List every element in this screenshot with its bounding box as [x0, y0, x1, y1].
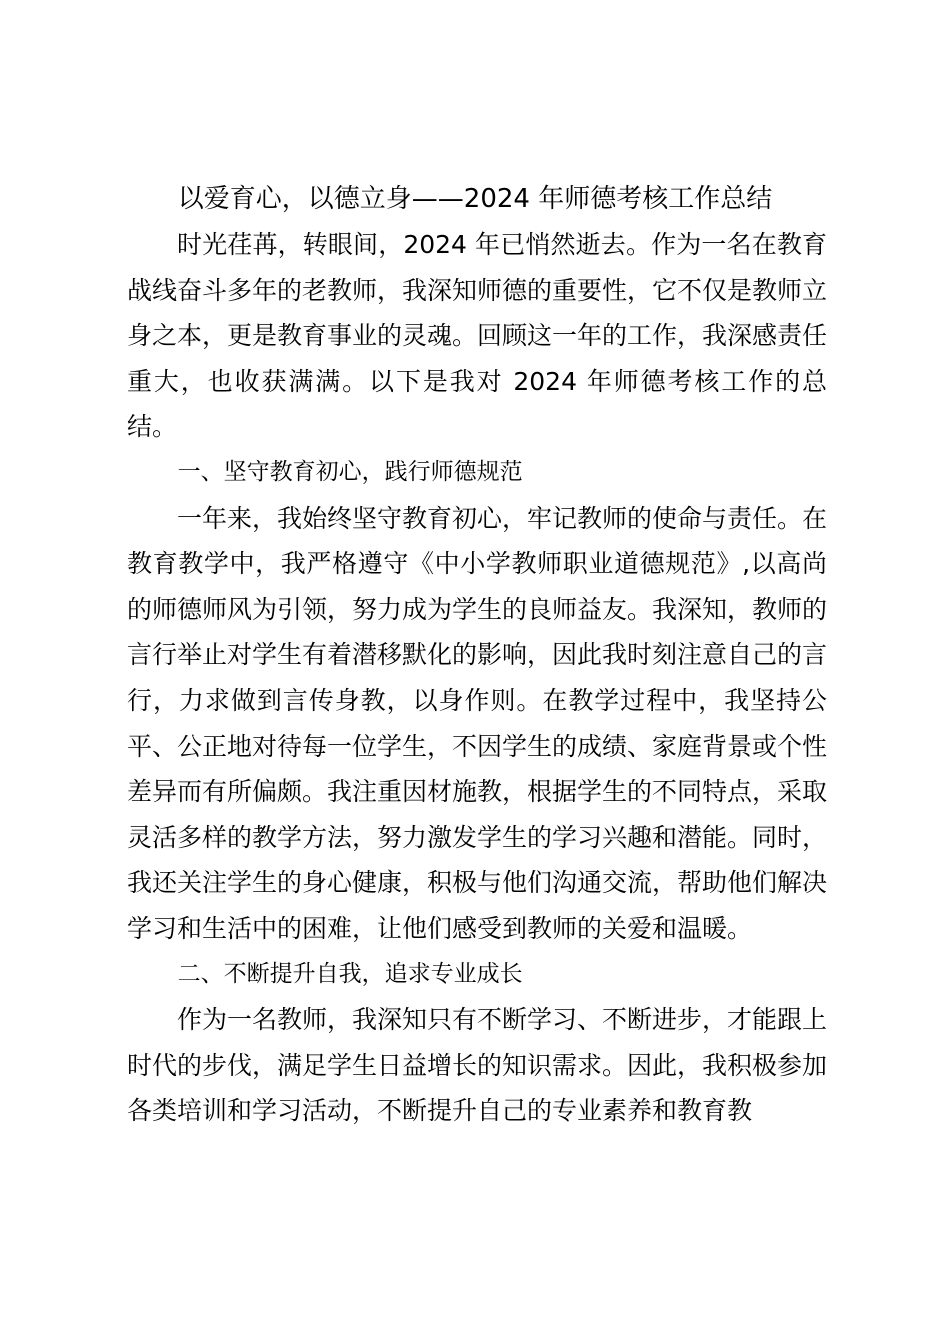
section-heading-2: 二、不断提升自我，追求专业成长	[177, 960, 523, 987]
section-2-paragraph: 作为一名教师，我深知只有不断学习、不断进步，才能跟上时代的步伐，满足学生日益增长的知识需求。因此，我积极参加各类培训和学习活动，不断提升自己的专业素养和教育教	[127, 1005, 828, 1126]
section-1-paragraph: 一年来，我始终坚守教育初心，牢记教师的使命与责任。在教育教学中，我严格遵守《中小学教师职业道德规范》,以高尚的师德师风为引领，努力成为学生的良师益友。我深知，教师的言行举止对学生有着潜移默化的影响，因此我时刻注意自己的言行，力求做到言传身教，以身作则。在教学过程中，我坚持公平、公正地对待每一位学生，不因学生的成绩、家庭背景或个性差异而有所偏颇。我注重因材施教，根据学生的不同特点，采取灵活多样的教学方法，努力激发学生的学习兴趣和潜能。同时，我还关注学生的身心健康，积极与他们沟通交流，帮助他们解决学习和生活中的困难，让他们感受到教师的关爱和温暖。	[127, 503, 828, 943]
section-heading-1: 一、坚守教育初心，践行师德规范	[177, 458, 523, 485]
intro-paragraph: 时光荏苒，转眼间，2024 年已悄然逝去。作为一名在教育战线奋斗多年的老教师，我深知师德的重要性，它不仅是教师立身之本，更是教育事业的灵魂。回顾这一年的工作，我深感责任重大，也收获满满。以下是我对 2024 年师德考核工作的总结。	[127, 230, 828, 442]
document-title: 以爱育心，以德立身——2024 年师德考核工作总结	[177, 184, 773, 214]
document-body	[127, 222, 827, 1134]
